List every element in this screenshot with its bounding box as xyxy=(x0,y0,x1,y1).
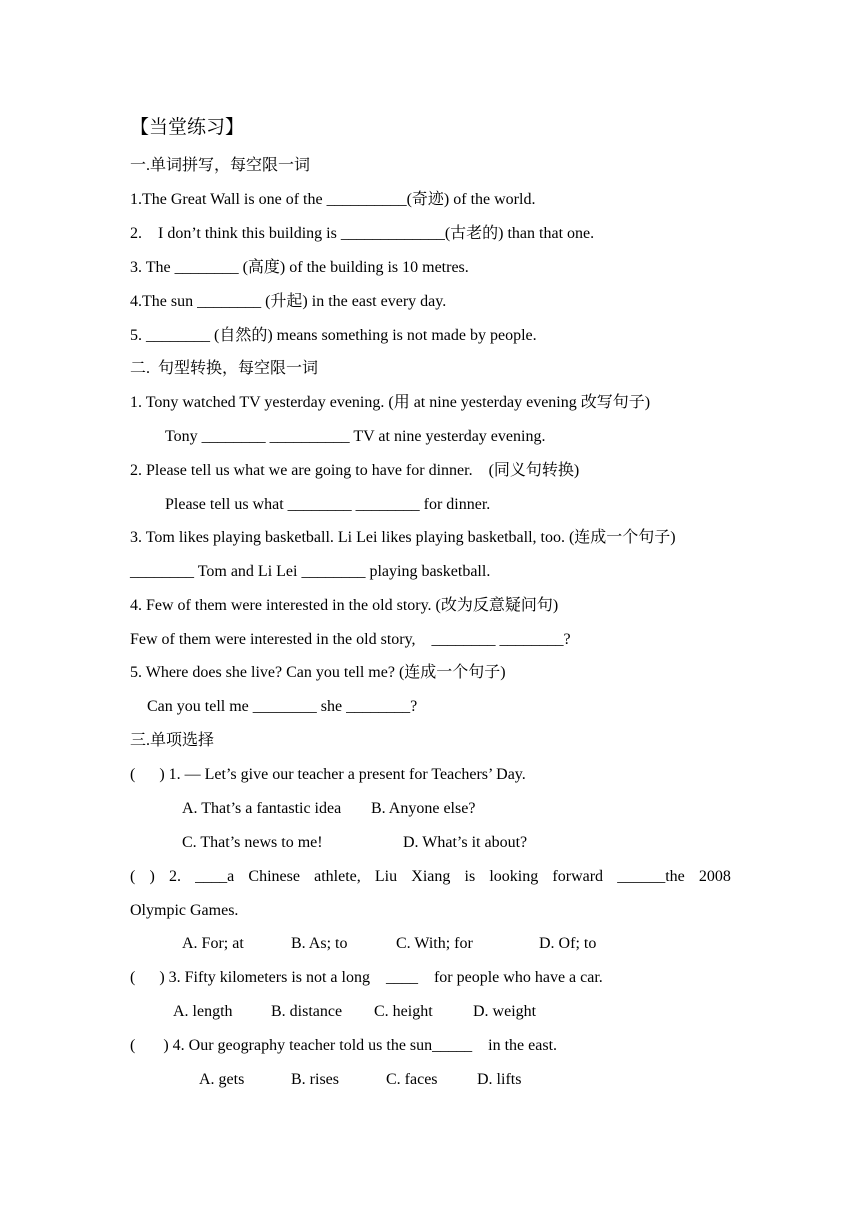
section3-q2-word: is xyxy=(464,868,476,885)
section2-heading: 二. 句型转换，每空限一词 xyxy=(130,360,319,377)
section1-item-1: 1.The Great Wall is one of the __________(奇迹) of the world. xyxy=(130,191,536,208)
section3-q4-option-b: B. rises xyxy=(291,1071,339,1088)
section3-q2-word: ) xyxy=(149,868,155,885)
section2-answer-2: Please tell us what ________ ________ for dinner. xyxy=(165,496,491,513)
section3-q2-word: looking xyxy=(489,868,539,885)
section3-q1-option-d: D. What’s it about? xyxy=(403,834,528,851)
section3-question-2-continued: Olympic Games. xyxy=(130,902,239,919)
section1-heading: 一.单词拼写，每空限一词 xyxy=(130,157,311,174)
section2-question-2: 2. Please tell us what we are going to have for dinner. (同义句转换) xyxy=(130,462,580,479)
section2-question-1: 1. Tony watched TV yesterday evening. (用 at nine yesterday evening 改写句子) xyxy=(130,394,651,411)
section3-q2-word: ( xyxy=(130,868,136,885)
section3-q2-word: Chinese xyxy=(248,868,300,885)
section3-q3-option-d: D. weight xyxy=(473,1003,537,1020)
section3-q2-word: ______the xyxy=(617,868,685,885)
section1-item-5: 5. ________ (自然的) means something is not made by people. xyxy=(130,327,537,344)
section2-answer-1: Tony ________ __________ TV at nine yesterday evening. xyxy=(165,428,546,445)
page-title: 【当堂练习】 xyxy=(130,117,245,138)
section3-q1-option-a: A. That’s a fantastic idea xyxy=(182,800,342,817)
section3-q4-option-a: A. gets xyxy=(199,1071,245,1088)
section3-q2-word: Xiang xyxy=(411,868,451,885)
section3-q2-word: forward xyxy=(552,868,604,885)
section3-q2-option-a: A. For; at xyxy=(182,935,244,952)
section2-answer-4: Few of them were interested in the old story, ________ ________? xyxy=(130,631,571,648)
section3-q2-word: athlete, xyxy=(314,868,361,885)
section3-heading: 三.单项选择 xyxy=(130,732,215,749)
section2-answer-3: ________ Tom and Li Lei ________ playing basketball. xyxy=(130,563,491,580)
section1-item-3: 3. The ________ (高度) of the building is 10 metres. xyxy=(130,259,469,276)
section3-q2-option-d: D. Of; to xyxy=(539,935,597,952)
section2-question-3: 3. Tom likes playing basketball. Li Lei likes playing basketball, too. (连成一个句子) xyxy=(130,529,676,546)
section3-q4-option-c: C. faces xyxy=(386,1071,438,1088)
section1-item-4: 4.The sun ________ (升起) in the east every day. xyxy=(130,293,447,310)
section3-q2-word: Liu xyxy=(374,868,398,885)
section3-q4-option-d: D. lifts xyxy=(477,1071,522,1088)
section3-q1-option-c: C. That’s news to me! xyxy=(182,834,323,851)
section1-item-2: 2. I don’t think this building is _____________(古老的) than that one. xyxy=(130,225,595,242)
section2-question-5: 5. Where does she live? Can you tell me? (连成一个句子) xyxy=(130,664,506,681)
section3-q1-option-b: B. Anyone else? xyxy=(371,800,476,817)
section2-question-4: 4. Few of them were interested in the old story. (改为反意疑问句) xyxy=(130,597,559,614)
section3-q2-option-c: C. With; for xyxy=(396,935,473,952)
section3-question-3: ( ) 3. Fifty kilometers is not a long ____ for people who have a car. xyxy=(130,969,603,986)
section3-question-2 xyxy=(130,866,731,888)
section2-answer-5: Can you tell me ________ she ________? xyxy=(147,698,418,715)
section3-q2-word: 2. xyxy=(168,868,181,885)
section3-q2-option-b: B. As; to xyxy=(291,935,348,952)
section3-q3-option-b: B. distance xyxy=(271,1003,343,1020)
section3-q2-word: 2008 xyxy=(698,868,731,885)
section3-q2-word: ____a xyxy=(195,868,235,885)
section3-q3-option-a: A. length xyxy=(173,1003,233,1020)
section3-q3-option-c: C. height xyxy=(374,1003,433,1020)
section3-question-1: ( ) 1. — Let’s give our teacher a present for Teachers’ Day. xyxy=(130,766,526,783)
section3-question-4: ( ) 4. Our geography teacher told us the sun_____ in the east. xyxy=(130,1037,558,1054)
